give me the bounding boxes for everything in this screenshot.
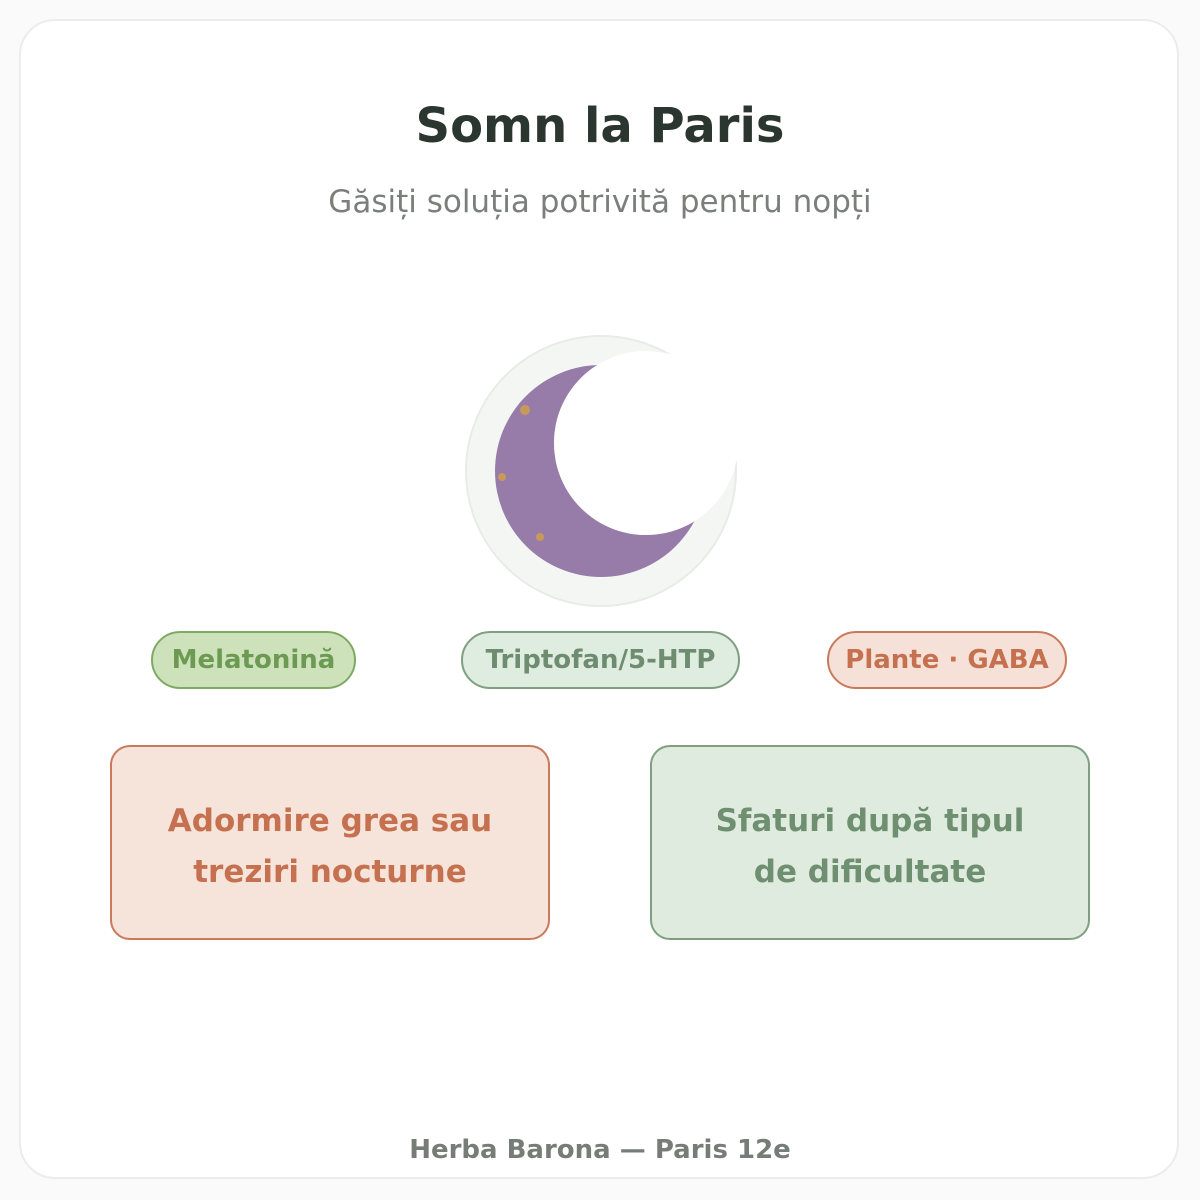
panel-line: de dificultate — [753, 853, 987, 890]
tag-tryptophan[interactable] — [461, 631, 740, 689]
tag-melatonin[interactable] — [151, 631, 356, 689]
panel-line: Sfaturi după tipul — [715, 802, 1025, 839]
page-subtitle: Găsiți soluția potrivită pentru nopți — [328, 184, 872, 220]
star-dot — [520, 405, 530, 415]
tag-plants-gaba[interactable] — [827, 631, 1067, 689]
moon-cutout — [554, 351, 738, 535]
page-title: Somn la Paris — [415, 98, 785, 154]
footer-brand: Herba Barona — Paris 12e — [409, 1135, 791, 1165]
panel-line: treziri nocturne — [193, 853, 467, 890]
star-dot — [536, 533, 544, 541]
advice-panel[interactable] — [650, 745, 1090, 940]
tag-label: Triptofan/5-HTP — [485, 645, 716, 675]
panel-line: Adormire grea sau — [167, 802, 493, 839]
crescent-moon-icon — [463, 333, 739, 609]
tag-label: Plante · GABA — [845, 645, 1049, 675]
star-dot — [498, 473, 506, 481]
tag-label: Melatonină — [171, 645, 336, 675]
problem-panel[interactable] — [110, 745, 550, 940]
